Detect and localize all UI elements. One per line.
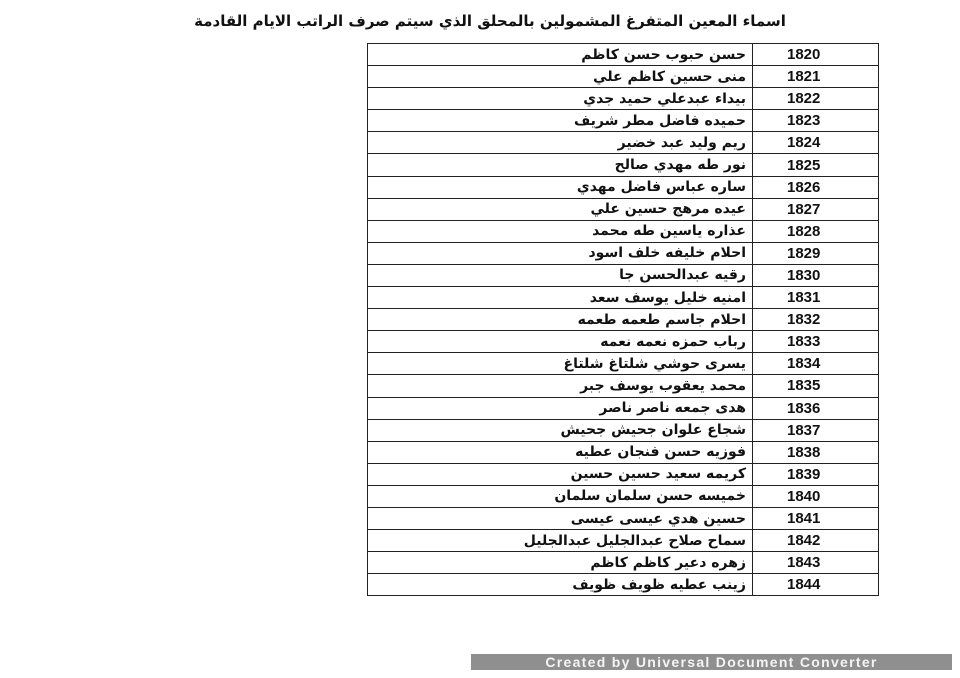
serial-number-cell: 1835	[753, 375, 879, 397]
table-row	[368, 66, 879, 88]
table-row	[368, 353, 879, 375]
serial-number-cell: 1840	[753, 485, 879, 507]
serial-number-cell: 1827	[753, 198, 879, 220]
person-name-cell: كريمه سعيد حسين حسين	[368, 463, 753, 485]
serial-number-cell: 1832	[753, 309, 879, 331]
person-name-cell: رباب حمزه نعمه نعمه	[368, 331, 753, 353]
table-row	[368, 154, 879, 176]
person-name-cell: خميسه حسن سلمان سلمان	[368, 485, 753, 507]
serial-number-cell: 1830	[753, 264, 879, 286]
person-name-cell: عيده مرهج حسين علي	[368, 198, 753, 220]
serial-number-cell: 1825	[753, 154, 879, 176]
person-name-cell: بيداء عبدعلي حميد جدي	[368, 88, 753, 110]
table-row	[368, 375, 879, 397]
person-name-cell: شجاع علوان جحيش جحيش	[368, 419, 753, 441]
table-row	[368, 242, 879, 264]
serial-number-cell: 1829	[753, 242, 879, 264]
person-name-cell: يسرى حوشي شلتاغ شلتاغ	[368, 353, 753, 375]
table-row	[368, 176, 879, 198]
person-name-cell: محمد يعقوب يوسف جبر	[368, 375, 753, 397]
table-row	[368, 132, 879, 154]
table-row	[368, 44, 879, 66]
table-row	[368, 552, 879, 574]
serial-number-cell: 1844	[753, 574, 879, 596]
person-name-cell: عذاره ياسين طه محمد	[368, 220, 753, 242]
serial-number-cell: 1838	[753, 441, 879, 463]
names-table	[367, 43, 879, 596]
serial-number-cell: 1823	[753, 110, 879, 132]
serial-number-cell: 1828	[753, 220, 879, 242]
table-row	[368, 88, 879, 110]
serial-number-cell: 1841	[753, 507, 879, 529]
person-name-cell: احلام جاسم طعمه طعمه	[368, 309, 753, 331]
table-row	[368, 574, 879, 596]
table-row	[368, 485, 879, 507]
serial-number-cell: 1821	[753, 66, 879, 88]
person-name-cell: ريم وليد عبد خضير	[368, 132, 753, 154]
serial-number-cell: 1839	[753, 463, 879, 485]
person-name-cell: منى حسين كاظم علي	[368, 66, 753, 88]
person-name-cell: امنيه خليل يوسف سعد	[368, 287, 753, 309]
table-row	[368, 309, 879, 331]
person-name-cell: فوزيه حسن فنجان عطيه	[368, 441, 753, 463]
converter-watermark: Created by Universal Document Converter	[471, 654, 952, 670]
names-table-body	[368, 44, 879, 596]
table-row	[368, 264, 879, 286]
table-row	[368, 198, 879, 220]
serial-number-cell: 1822	[753, 88, 879, 110]
serial-number-cell: 1820	[753, 44, 879, 66]
table-row	[368, 441, 879, 463]
table-row	[368, 110, 879, 132]
table-row	[368, 463, 879, 485]
serial-number-cell: 1824	[753, 132, 879, 154]
person-name-cell: نور طه مهدي صالح	[368, 154, 753, 176]
person-name-cell: زينب عطيه ظويف ظويف	[368, 574, 753, 596]
person-name-cell: حسن حبوب حسن كاظم	[368, 44, 753, 66]
serial-number-cell: 1837	[753, 419, 879, 441]
table-row	[368, 220, 879, 242]
serial-number-cell: 1836	[753, 397, 879, 419]
table-row	[368, 287, 879, 309]
serial-number-cell: 1831	[753, 287, 879, 309]
person-name-cell: حسين هدي عيسى عيسى	[368, 507, 753, 529]
table-row	[368, 507, 879, 529]
person-name-cell: سماح صلاح عبدالجليل عبدالجليل	[368, 530, 753, 552]
document-title: اسماء المعين المتفرغ المشمولين بالمحلق الذي سيتم صرف الراتب الايام القادمة	[194, 12, 786, 30]
table-row	[368, 331, 879, 353]
serial-number-cell: 1826	[753, 176, 879, 198]
person-name-cell: رقيه عبدالحسن جا	[368, 264, 753, 286]
serial-number-cell: 1843	[753, 552, 879, 574]
person-name-cell: حميده فاضل مطر شريف	[368, 110, 753, 132]
person-name-cell: هدى جمعه ناصر ناصر	[368, 397, 753, 419]
table-row	[368, 397, 879, 419]
serial-number-cell: 1834	[753, 353, 879, 375]
table-row	[368, 419, 879, 441]
person-name-cell: ساره عباس فاضل مهدي	[368, 176, 753, 198]
serial-number-cell: 1833	[753, 331, 879, 353]
table-row	[368, 530, 879, 552]
person-name-cell: احلام خليفه خلف اسود	[368, 242, 753, 264]
person-name-cell: زهره دعير كاظم كاظم	[368, 552, 753, 574]
serial-number-cell: 1842	[753, 530, 879, 552]
